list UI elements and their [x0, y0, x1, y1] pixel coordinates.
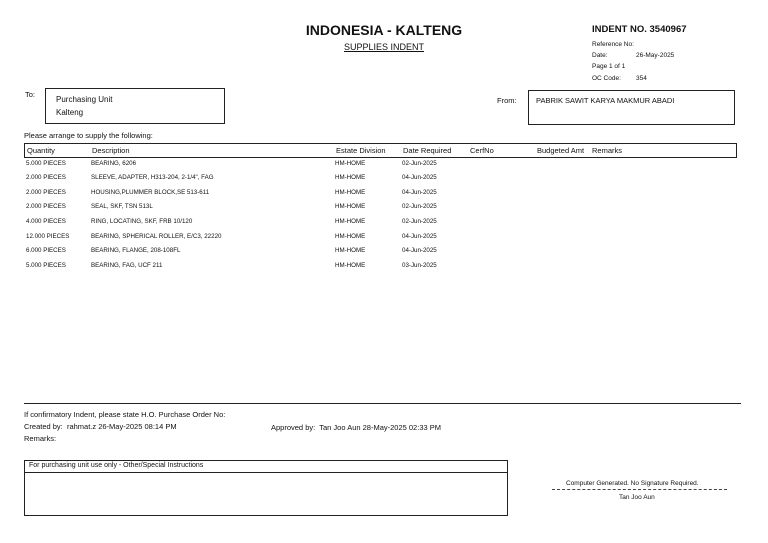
cell-quantity: 5.000 PIECES [26, 262, 66, 269]
cell-description: BEARING, FLANGE, 208-108FL [91, 247, 181, 254]
created-line [24, 422, 177, 431]
reference-label: Reference No: [592, 41, 634, 48]
header-cerfno: CerfNo [470, 146, 494, 155]
table-row [24, 201, 737, 215]
cell-date-required: 04-Jun-2025 [402, 233, 437, 240]
cell-estate-division: HM-HOME [335, 189, 366, 196]
table-header [24, 143, 737, 158]
page-count: Page 1 of 1 [592, 63, 626, 70]
cell-estate-division: HM-HOME [335, 218, 366, 225]
cell-date-required: 02-Jun-2025 [402, 218, 437, 225]
special-instructions-title: For purchasing unit use only - Other/Special Instructions [25, 461, 507, 473]
special-instructions-box [24, 460, 508, 516]
cell-quantity: 5.000 PIECES [26, 160, 66, 167]
cell-estate-division: HM-HOME [335, 262, 366, 269]
table-row [24, 245, 737, 259]
oc-label: OC Code: [592, 75, 621, 82]
cell-date-required: 02-Jun-2025 [402, 160, 437, 167]
to-line-1: Purchasing Unit [56, 95, 113, 104]
oc-value: 354 [636, 75, 647, 82]
header-description: Description [92, 146, 130, 155]
to-box [45, 88, 225, 124]
cell-estate-division: HM-HOME [335, 174, 366, 181]
table-row [24, 260, 737, 274]
cell-quantity: 6.000 PIECES [26, 247, 66, 254]
table-row [24, 172, 737, 186]
date-line [592, 52, 674, 59]
cell-date-required: 04-Jun-2025 [402, 189, 437, 196]
from-label: From: [497, 96, 517, 105]
cell-description: BEARING, FAG, UCF 211 [91, 262, 163, 269]
cell-quantity: 2.000 PIECES [26, 189, 66, 196]
cell-estate-division: HM-HOME [335, 203, 366, 210]
signature-line [552, 489, 727, 490]
remarks-label: Remarks: [24, 434, 57, 443]
cell-description: BEARING, 6206 [91, 160, 137, 167]
oc-line [592, 75, 647, 82]
cell-date-required: 02-Jun-2025 [402, 203, 437, 210]
cell-description: SEAL, SKF, TSN 513L [91, 203, 153, 210]
date-value: 26-May-2025 [636, 52, 675, 59]
from-box [528, 90, 735, 125]
approved-value: Tan Joo Aun 28-May-2025 02:33 PM [319, 423, 441, 432]
cell-description: HOUSING,PLUMMER BLOCK,SE 513-611 [91, 189, 210, 196]
created-label: Created by: [24, 422, 63, 431]
intro-text: Please arrange to supply the following: [24, 131, 153, 140]
approved-line [271, 423, 441, 432]
approved-label: Approved by: [271, 423, 316, 432]
confirmatory-note: If confirmatory Indent, please state H.O. Purchase Order No: [24, 410, 226, 419]
header-budgeted-amt: Budgeted Amt [537, 146, 585, 155]
header-date-required: Date Required [403, 146, 452, 155]
cell-quantity: 2.000 PIECES [26, 203, 66, 210]
signer-name: Tan Joo Aun [619, 494, 655, 501]
table-row [24, 231, 737, 245]
table-row [24, 158, 737, 172]
table-row [24, 216, 737, 230]
created-value: rahmat.z 26-May-2025 08:14 PM [66, 422, 177, 431]
cell-date-required: 04-Jun-2025 [402, 174, 437, 181]
to-label: To: [25, 90, 36, 99]
document-subtitle: SUPPLIES INDENT [343, 42, 425, 52]
from-value: PABRIK SAWIT KARYA MAKMUR ABADI [536, 96, 675, 105]
cell-estate-division: HM-HOME [335, 247, 366, 254]
cell-description: RING, LOCATING, SKF, FRB 10/120 [91, 218, 193, 225]
header-estate-division: Estate Division [336, 146, 386, 155]
cell-date-required: 03-Jun-2025 [402, 262, 437, 269]
table-row [24, 187, 737, 201]
cell-description: BEARING, SPHERICAL ROLLER, E/C3, 22220 [91, 233, 222, 240]
cell-estate-division: HM-HOME [335, 233, 366, 240]
computer-generated-note: Computer Generated. No Signature Required. [566, 480, 699, 487]
cell-date-required: 04-Jun-2025 [402, 247, 437, 254]
cell-description: SLEEVE, ADAPTER, H313-204, 2-1/4", FAG [91, 174, 214, 181]
cell-quantity: 4.000 PIECES [26, 218, 66, 225]
header-remarks: Remarks [592, 146, 623, 155]
header-quantity: Quantity [27, 146, 55, 155]
cell-estate-division: HM-HOME [335, 160, 366, 167]
cell-quantity: 2.000 PIECES [26, 174, 66, 181]
document-title: INDONESIA - KALTENG [305, 22, 463, 38]
to-line-2: Kalteng [56, 108, 84, 117]
cell-quantity: 12.000 PIECES [26, 233, 70, 240]
footer-divider [24, 403, 741, 404]
date-label: Date: [592, 52, 608, 59]
indent-number: INDENT NO. 3540967 [592, 24, 687, 35]
